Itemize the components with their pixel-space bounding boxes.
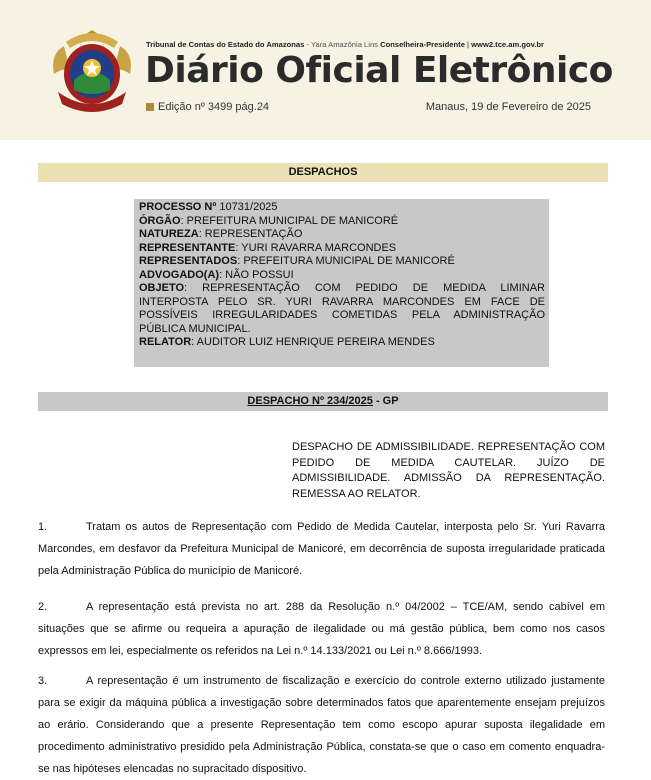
despacho-title: DESPACHO Nº 234/2025 - GP [38, 392, 608, 411]
process-representative: REPRESENTANTE: YURI RAVARRA MARCONDES [139, 241, 397, 254]
process-rapporteur: RELATOR: AUDITOR LUIZ HENRIQUE PEREIRA MENDES [139, 336, 435, 348]
ementa: DESPACHO DE ADMISSIBILIDADE. REPRESENTAÇÃO COM PEDIDO DE MEDIDA CAUTELAR. JUÍZO DE ADMISSIBILIDADE. ADMISSÃO DA REPRESENTAÇÃO. REMESSA AO RELATOR. [292, 441, 605, 500]
tce-am-crest-icon [44, 24, 140, 114]
masthead [0, 0, 651, 140]
gazette-title: Diário Oficial Eletrônico [145, 50, 613, 91]
process-represented: REPRESENTADOS: PREFEITURA MUNICIPAL DE MANICORÉ [139, 255, 455, 267]
square-bullet-icon [146, 103, 154, 111]
process-object: OBJETO: REPRESENTAÇÃO COM PEDIDO DE MEDIDA LIMINAR INTERPOSTA PELO SR. YURI RAVARRA MARCONDES EM FACE DE POSSÍVEIS IRREGULARIDADES COMETIDAS PELA ADMINISTRAÇÃO PÚBLICA MUNICIPAL. [139, 282, 545, 335]
publication-date: Manaus, 19 de Fevereiro de 2025 [425, 101, 591, 113]
process-info-box [134, 199, 549, 367]
paragraph-1: 1. Tratam os autos de Representação com Pedido de Medida Cautelar, interposta pelo Sr. Yuri Ravarra Marcondes, em desfavor da Prefeitura Municipal de Manicoré, em decorrência de suposta irregularidade praticada pela Administração Pública do município de Manicoré. [38, 521, 605, 577]
process-lawyer: ADVOGADO(A): NÃO POSSUI [139, 268, 294, 281]
process-organ: ÓRGÃO: PREFEITURA MUNICIPAL DE MANICORÉ [139, 214, 399, 227]
process-nature: NATUREZA: REPRESENTAÇÃO [139, 228, 303, 240]
edition-info: Edição nº 3499 pág.24 [146, 101, 269, 113]
paragraph-2: 2. A representação está prevista no art. 288 da Resolução n.º 04/2002 – TCE/AM, sendo cabível em situações que se afirme ou requeira a apuração de ilegalidade ou má gestão pública, bem como nos casos expressos em lei, especialmente os referidos na Lei n.º 14.133/2021 ou Lei n.º 8.666/1993. [38, 601, 605, 657]
section-title-despachos: DESPACHOS [38, 163, 608, 182]
process-number: PROCESSO Nº 10731/2025 [139, 201, 278, 213]
masthead-topline: Tribunal de Contas do Estado do Amazonas - Yara Amazônia Lins Conselheira-Presidente | www2.tce.am.gov.br [146, 40, 544, 49]
paragraph-3: 3. A representação é um instrumento de fiscalização e exercício do controle externo utilizado justamente para se exigir da máquina pública a investigação sobre determinados fatos que aparentemente ensejam prejuízos ao erário. Considerando que a presente Representação tem como escopo apurar suposta ilegalidade em procedimento administrativo presidido pela Administração Pública, constata-se que o caso em comento enquadra-se nas hipóteses elencadas no supracitado dispositivo. [38, 675, 605, 775]
